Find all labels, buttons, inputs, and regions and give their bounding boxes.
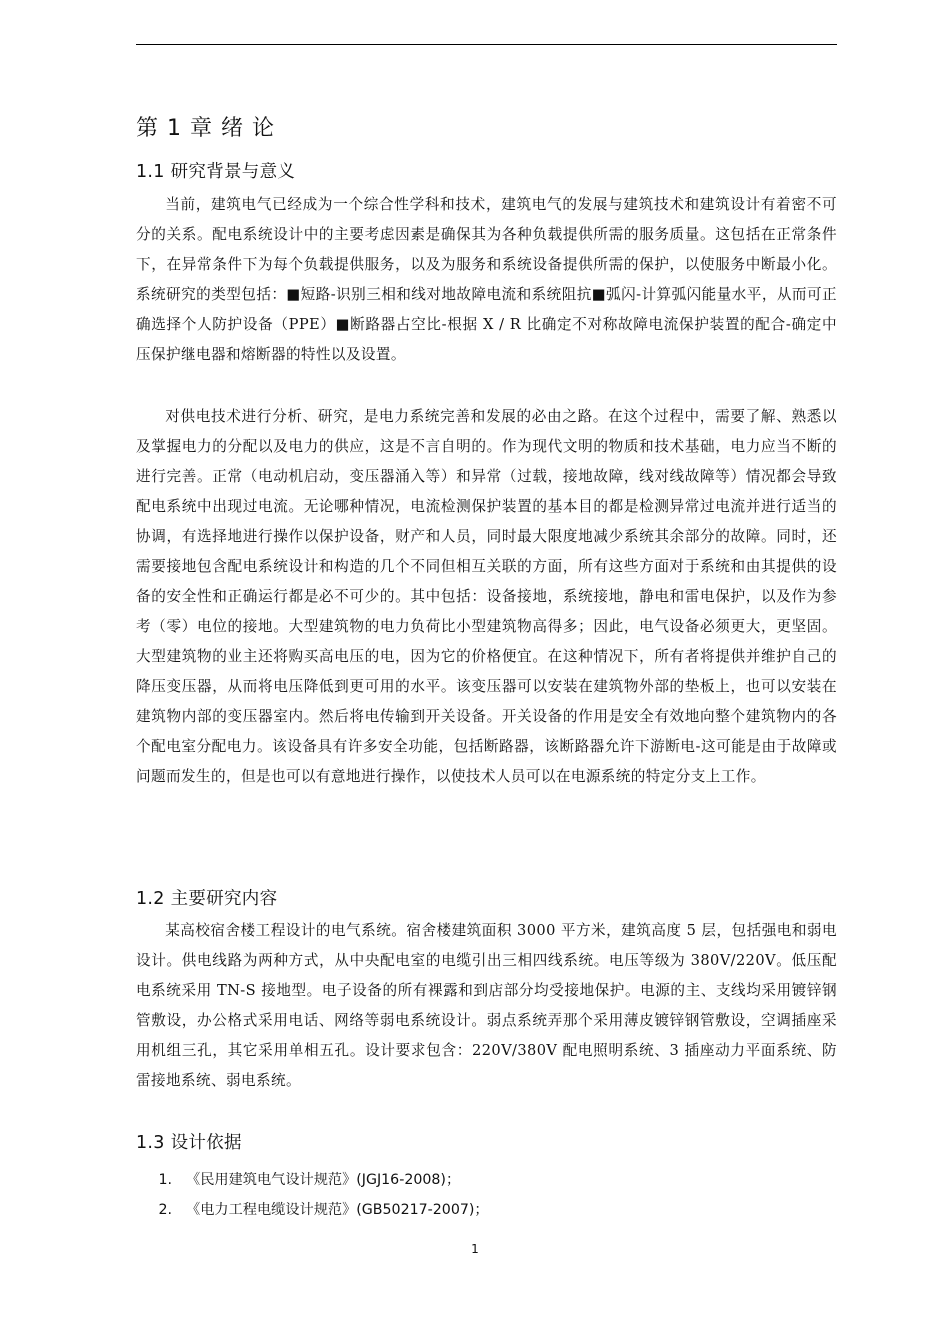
section-heading-1-1: 1.1 研究背景与意义 — [136, 162, 296, 182]
reference-list — [136, 1165, 837, 1225]
list-item-text: 《民用建筑电气设计规范》(JGJ16-2008)； — [186, 1172, 461, 1188]
paragraph-research-content: 某高校宿舍楼工程设计的电气系统。宿舍楼建筑面积 3000 平方米，建筑高度 5 层，包括强电和弱电设计。供电线路为两种方式，从中央配电室的电缆引出三相四线系统。电压等级为 380V/220V。低压配电系统采用 TN-S 接地型。电子设备的所有裸露和到店部分均受接地保护。电源的主、支线均采用镀锌钢管敷设，办公格式采用电话、网络等弱电系统设计。弱点系统弄那个采用薄皮镀锌钢管敷设，空调插座采用机组三孔，其它采用单相五孔。设计要求包含：220V/380V 配电照明系统、3 插座动力平面系统、防雷接地系统、弱电系统。 — [136, 922, 837, 1089]
section-heading-1-2: 1.2 主要研究内容 — [136, 889, 278, 909]
chapter-title: 第 1 章 绪 论 — [136, 116, 275, 141]
page-number: 1 — [471, 1242, 479, 1256]
list-item-number: 1. — [158, 1172, 172, 1188]
header-rule — [136, 44, 837, 45]
list-item-text: 《电力工程电缆设计规范》(GB50217-2007)； — [186, 1202, 489, 1218]
paragraph-background-1: 当前，建筑电气已经成为一个综合性学科和技术，建筑电气的发展与建筑技术和建筑设计有着密不可分的关系。配电系统设计中的主要考虑因素是确保其为各种负载提供所需的服务质量。这包括在正常条件下，在异常条件下为每个负载提供服务，以及为服务和系统设备提供所需的保护，以使服务中断最小化。系统研究的类型包括：■短路-识别三相和线对地故障电流和系统阻抗■弧闪-计算弧闪能量水平，从而可正确选择个人防护设备（PPE）■断路器占空比-根据 X / R 比确定不对称故障电流保护装置的配合-确定中压保护继电器和熔断器的特性以及设置。 — [136, 196, 837, 363]
paragraph-background-2: 对供电技术进行分析、研究，是电力系统完善和发展的必由之路。在这个过程中，需要了解、熟悉以及掌握电力的分配以及电力的供应，这是不言自明的。作为现代文明的物质和技术基础，电力应当不断的进行完善。正常（电动机启动，变压器涌入等）和异常（过载，接地故障，线对线故障等）情况都会导致配电系统中出现过电流。无论哪种情况，电流检测保护装置的基本目的都是检测异常过电流并进行适当的协调，有选择地进行操作以保护设备，财产和人员，同时最大限度地减少系统其余部分的故障。同时，还需要接地包含配电系统设计和构造的几个不同但相互关联的方面，所有这些方面对于系统和由其提供的设备的安全性和正确运行都是必不可少的。其中包括：设备接地，系统接地，静电和雷电保护，以及作为参考（零）电位的接地。大型建筑物的电力负荷比小型建筑物高得多；因此，电气设备必须更大，更坚固。大型建筑物的业主还将购买高电压的电，因为它的价格便宜。在这种情况下，所有者将提供并维护自己的降压变压器，从而将电压降低到更可用的水平。该变压器可以安装在建筑物外部的垫板上，也可以安装在建筑物内部的变压器室内。然后将电传输到开关设备。开关设备的作用是安全有效地向整个建筑物内的各个配电室分配电力。该设备具有许多安全功能，包括断路器，该断路器允许下游断电-这可能是由于故障或问题而发生的，但是也可以有意地进行操作，以使技术人员可以在电源系统的特定分支上工作。 — [136, 408, 837, 785]
list-item-number: 2. — [158, 1202, 172, 1218]
section-heading-1-3: 1.3 设计依据 — [136, 1133, 242, 1153]
list-item — [136, 1165, 837, 1195]
list-item — [136, 1195, 837, 1225]
